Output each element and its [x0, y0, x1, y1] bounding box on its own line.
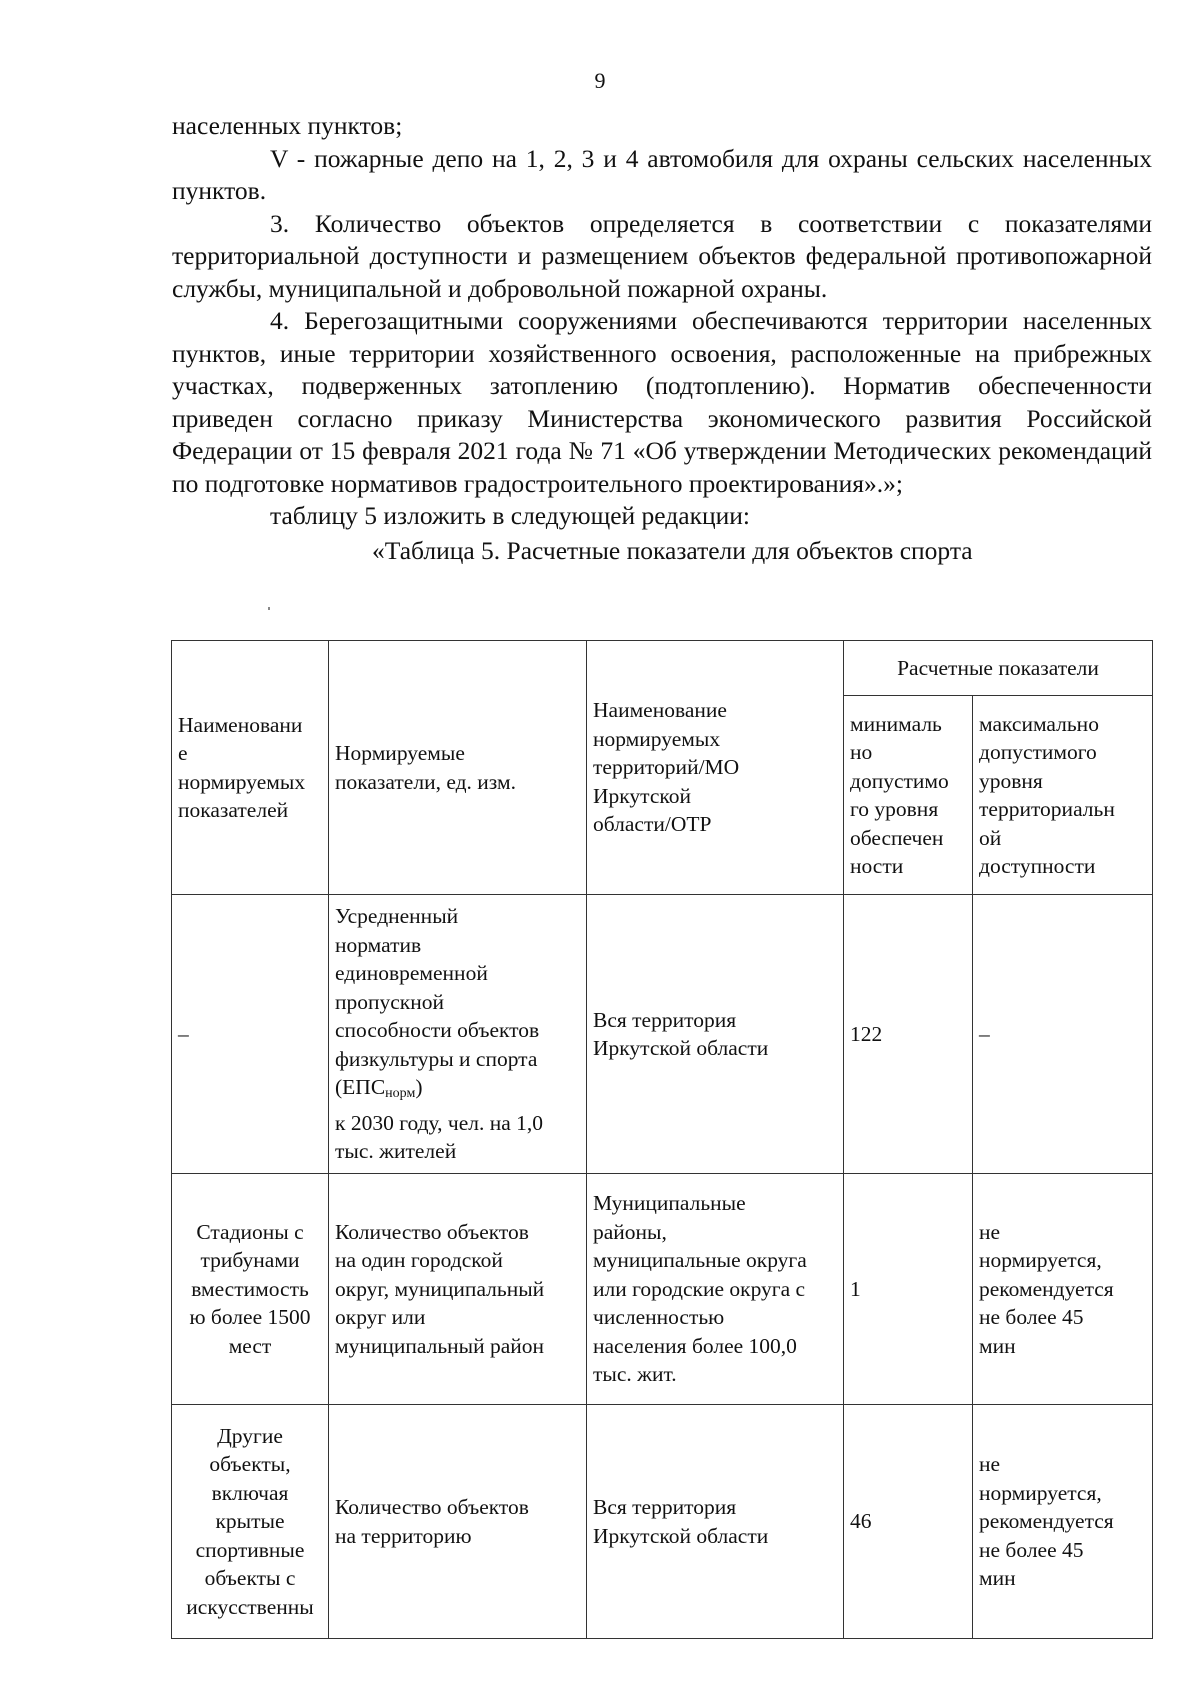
table-header-row [172, 641, 1153, 696]
table-caption: «Таблица 5. Расчетные показатели для объектов спорта [372, 535, 973, 565]
cell-indicator-text: Усредненный норматив единовременной пропускной способности объектов физкультуры и спорта (ЕПС [335, 904, 540, 1100]
cell-indicator [329, 895, 587, 1174]
paragraph: таблицу 5 изложить в следующей редакции: [270, 501, 750, 530]
header-cell-calculated: Расчетные показатели [844, 641, 1153, 696]
cell-name: Другие объекты, включая крытые спортивные объекты с искусственны [172, 1405, 329, 1639]
header-cell-name: Наименовани е нормируемых показателей [172, 641, 329, 895]
table-row [172, 1174, 1153, 1405]
header-cell-indicator: Нормируемые показатели, ед. изм. [329, 641, 587, 895]
cell-min: 46 [844, 1405, 973, 1639]
cell-max: не нормируется, рекомендуется не более 45 мин [973, 1174, 1153, 1405]
cell-min: 122 [844, 895, 973, 1174]
cell-name: – [172, 895, 329, 1174]
pen-mark [268, 607, 270, 610]
body-text [172, 110, 1152, 567]
cell-name: Стадионы с трибунами вместимость ю более 1500 мест [172, 1174, 329, 1405]
cell-indicator: Количество объектов на один городской округ, муниципальный округ или муниципальный район [329, 1174, 587, 1405]
sports-indicators-table [171, 640, 1153, 1639]
paragraph: населенных пунктов; [172, 111, 403, 140]
cell-territory: Вся территория Иркутской области [587, 1405, 844, 1639]
page-number: 9 [594, 68, 606, 93]
cell-max: – [973, 895, 1153, 1174]
cell-territory: Муниципальные районы, муниципальные округа или городские округа с численностью населения более 100,0 тыс. жит. [587, 1174, 844, 1405]
cell-indicator-subscript: норм [385, 1086, 416, 1102]
paragraph: 3. Количество объектов определяется в соответствии с показателями территориальной доступности и размещением объектов федеральной противопожарной службы, муниципальной и добровольной пожарной охраны. [172, 208, 1152, 303]
cell-indicator-tail: ) к 2030 году, чел. на 1,0 тыс. жителей [335, 1075, 544, 1164]
cell-territory: Вся территория Иркутской области [587, 895, 844, 1174]
cell-max: не нормируется, рекомендуется не более 45 мин [973, 1405, 1153, 1639]
cell-min: 1 [844, 1174, 973, 1405]
header-cell-territory: Наименование нормируемых территорий/МО Иркутской области/ОТР [587, 641, 844, 895]
header-cell-max: максимально допустимого уровня территориальн ой доступности [973, 696, 1153, 895]
paragraph: V - пожарные депо на 1, 2, 3 и 4 автомобиля для охраны сельских населенных пунктов. [172, 143, 1152, 205]
header-cell-min: минималь но допустимо го уровня обеспечен ности [844, 696, 973, 895]
paragraph: 4. Берегозащитными сооружениями обеспечиваются территории населенных пунктов, иные территории хозяйственного освоения, расположенные на прибрежных участках, подверженных затоплению (подтоплению). Норматив обеспеченности приведен согласно приказу Министерства экономического развития Российской Федерации от 15 февраля 2021 года № 71 «Об утверждении Методических рекомендаций по подготовке нормативов градостроительного проектирования».»; [172, 306, 1152, 498]
table-row [172, 895, 1153, 1174]
cell-indicator: Количество объектов на территорию [329, 1405, 587, 1639]
table-row [172, 1405, 1153, 1639]
